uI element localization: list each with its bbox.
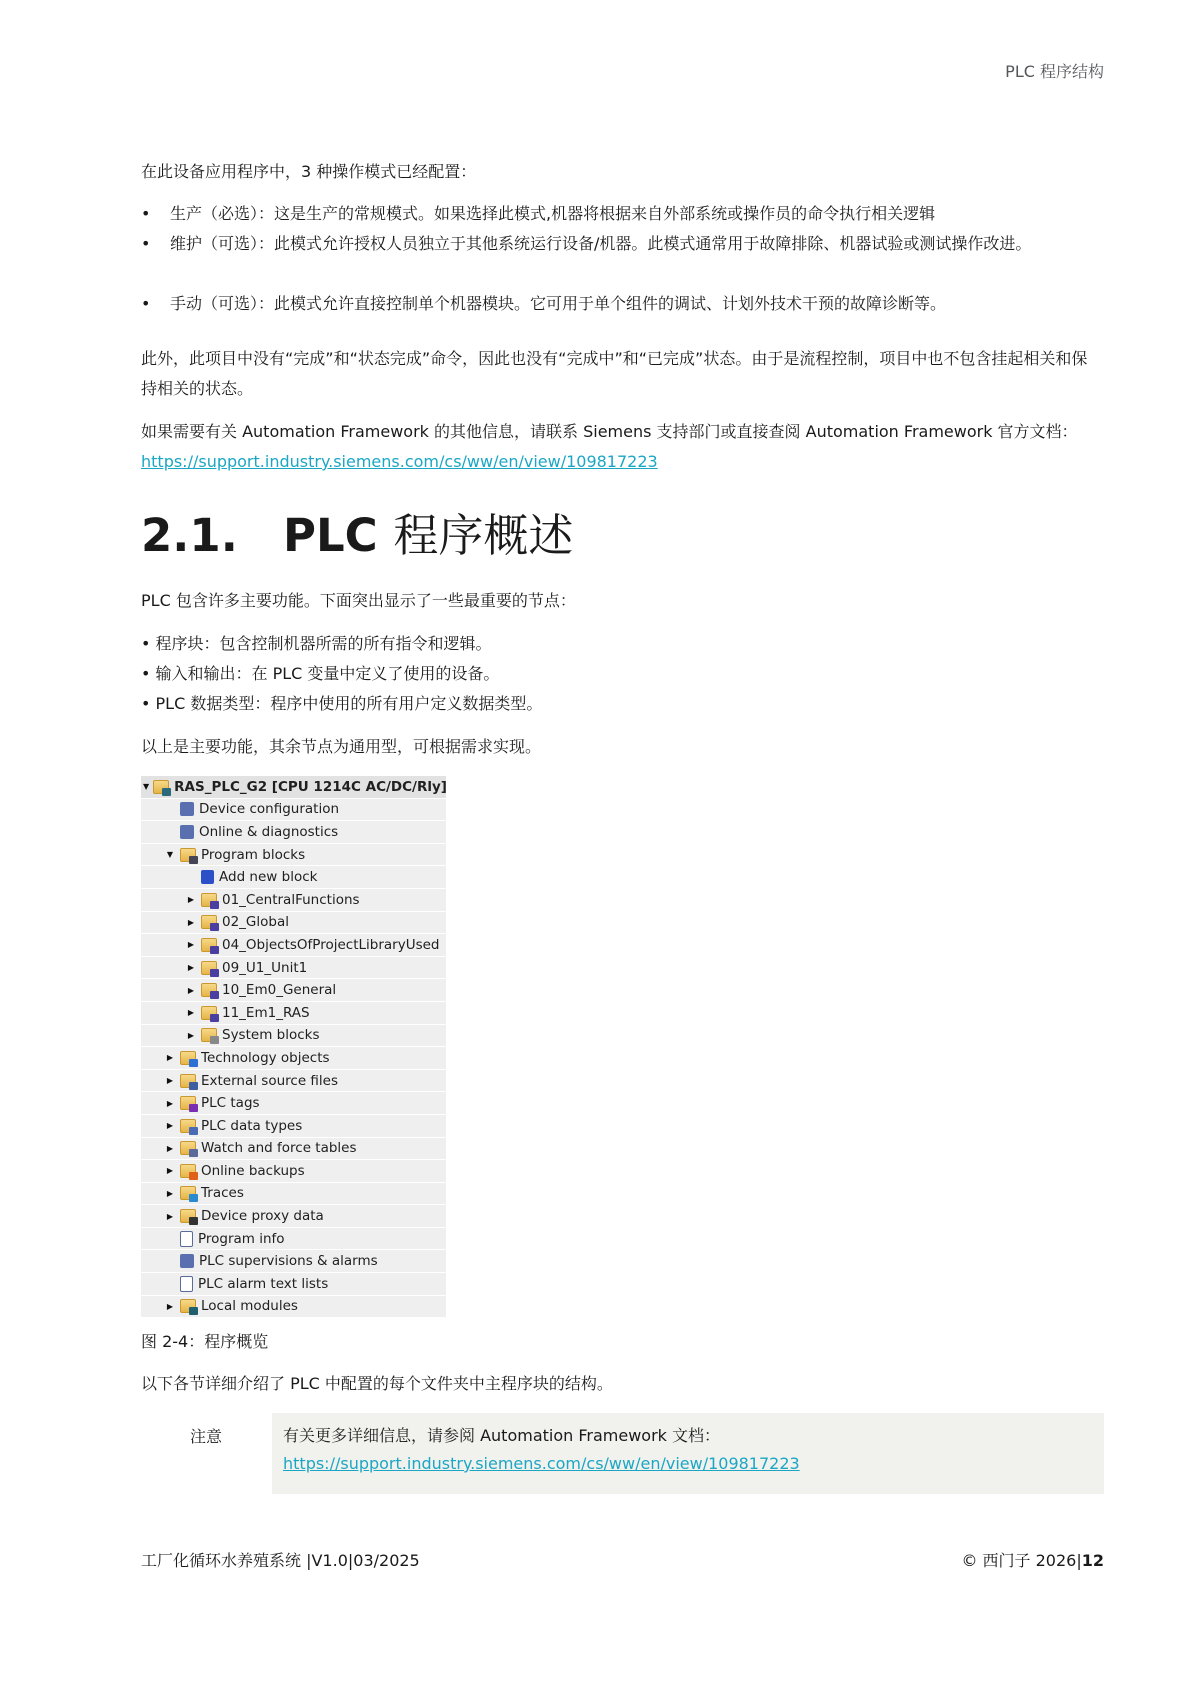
feature-list-item: • 输入和输出：在 PLC 变量中定义了使用的设备。 [141,664,500,683]
tree-item[interactable] [141,934,446,956]
tree-item[interactable] [141,1092,446,1114]
expand-arrow-icon[interactable]: ▼ [166,850,174,860]
tree-item[interactable] [141,1138,446,1160]
collapse-arrow-icon[interactable]: ▶ [187,963,195,973]
tree-item[interactable] [141,957,446,979]
tree-item[interactable] [141,799,446,821]
local-modules-folder-icon [180,1299,196,1313]
tree-item-label: Add new block [219,869,318,886]
collapse-arrow-icon[interactable]: ▶ [166,1166,174,1176]
block-group-folder-icon [201,915,217,929]
tree-item[interactable] [141,776,446,798]
running-header: PLC 程序结构 [1005,62,1104,81]
tree-item-label: PLC data types [201,1117,303,1134]
watch-tables-folder-icon [180,1141,196,1155]
mode-list-item: • 维护（可选）：此模式允许授权人员独立于其他系统运行设备/机器。此模式通常用于故障排除、机器试验或测试操作改进。 [141,229,1101,259]
collapse-arrow-icon[interactable]: ▶ [166,1121,174,1131]
technology-objects-folder-icon [180,1051,196,1065]
traces-folder-icon [180,1186,196,1200]
tree-item-label: PLC alarm text lists [198,1275,329,1292]
section-summary: 以上是主要功能，其余节点为通用型，可根据需求实现。 [141,737,542,756]
collapse-arrow-icon[interactable]: ▶ [187,917,195,927]
block-group-folder-icon [201,938,217,952]
feature-list-item: • PLC 数据类型：程序中使用的所有用户定义数据类型。 [141,694,543,713]
figure-caption: 图 2-4：程序概览 [141,1332,269,1351]
tree-item-label: Online & diagnostics [199,823,339,840]
tree-spacer [164,803,176,815]
tree-item-label: PLC tags [201,1095,260,1112]
tree-item-label: Traces [201,1185,244,1202]
note-label: 注意 [190,1427,223,1446]
tree-spacer [164,1255,176,1267]
tree-item[interactable] [141,889,446,911]
bullet-icon: • [141,234,151,253]
support-link[interactable]: https://support.industry.siemens.com/cs/ww/en/view/109817223 [141,452,658,471]
tree-item-label: Device proxy data [201,1208,324,1225]
tree-item[interactable] [141,1070,446,1092]
tree-item[interactable] [141,912,446,934]
tree-item-label: Program info [198,1230,285,1247]
tree-spacer [164,1233,176,1245]
tree-item-label: Local modules [201,1298,298,1315]
bullet-icon: • [141,204,151,223]
block-group-folder-icon [201,1006,217,1020]
tree-item-label: RAS_PLC_G2 [CPU 1214C AC/DC/Rly] [174,778,447,795]
program-info-icon [180,1231,193,1247]
tree-item[interactable] [141,1183,446,1205]
feature-list-item: • 程序块：包含控制机器所需的所有指令和逻辑。 [141,634,492,653]
note-support-link[interactable]: https://support.industry.siemens.com/cs/ww/en/view/109817223 [283,1454,800,1473]
collapse-arrow-icon[interactable]: ▶ [166,1076,174,1086]
tree-item-label: Program blocks [201,846,306,863]
device-configuration-icon [180,802,194,816]
tree-item[interactable] [141,1228,446,1250]
online-backups-folder-icon [180,1164,196,1178]
collapse-arrow-icon[interactable]: ▶ [166,1143,174,1153]
footer-copyright: © 西门子 2026|12 [961,1551,1104,1570]
tree-item-label: 02_Global [222,914,289,931]
page-number: 12 [1081,1551,1104,1570]
supervisions-alarms-icon [180,1254,194,1268]
tree-spacer [164,1278,176,1290]
tree-item-label: System blocks [222,1027,320,1044]
tree-item[interactable] [141,1296,446,1318]
mode-list-item: • 生产（必选）：这是生产的常规模式。如果选择此模式,机器将根据来自外部系统或操作员的命令执行相关逻辑 [141,199,1101,229]
after-figure-text: 以下各节详细介绍了 PLC 中配置的每个文件夹中主程序块的结构。 [141,1374,613,1393]
intro-lead: 在此设备应用程序中，3 种操作模式已经配置： [141,162,477,181]
tree-item[interactable] [141,1273,446,1295]
mode-list-item: • 手动（可选）：此模式允许直接控制单个机器模块。它可用于单个组件的调试、计划外技术干预的故障诊断等。 [141,289,1101,319]
footer-doc-info: 工厂化循环水养殖系统 |V1.0|03/2025 [141,1551,420,1570]
section-title-cn: 程序概述 [393,509,574,562]
tree-item[interactable] [141,1115,446,1137]
tree-item[interactable] [141,1047,446,1069]
tree-item-label: Technology objects [201,1049,330,1066]
device-proxy-folder-icon [180,1209,196,1223]
collapse-arrow-icon[interactable]: ▶ [166,1211,174,1221]
collapse-arrow-icon[interactable]: ▶ [187,1008,195,1018]
tree-item[interactable] [141,844,446,866]
tree-item[interactable] [141,979,446,1001]
tree-item-label: External source files [201,1072,339,1089]
tree-item-label: 10_Em0_General [222,982,337,999]
block-group-folder-icon [201,983,217,997]
external-source-folder-icon [180,1074,196,1088]
tree-spacer [185,871,197,883]
section-heading [141,510,573,562]
section-lead: PLC 包含许多主要功能。下面突出显示了一些最重要的节点： [141,591,576,610]
alarm-text-lists-icon [180,1276,193,1292]
collapse-arrow-icon[interactable]: ▶ [166,1098,174,1108]
tree-item-label: Watch and force tables [201,1140,357,1157]
tree-item[interactable] [141,1002,446,1024]
online-diagnostics-icon [180,825,194,839]
plc-tags-folder-icon [180,1096,196,1110]
collapse-arrow-icon[interactable]: ▶ [187,895,195,905]
tree-item-label: Device configuration [199,801,340,818]
tree-item[interactable] [141,1160,446,1182]
tree-item-label: 04_ObjectsOfProjectLibraryUsed [222,936,440,953]
tree-item[interactable] [141,866,446,888]
tree-item-label: 09_U1_Unit1 [222,959,308,976]
status-paragraph: 此外，此项目中没有“完成”和“状态完成”命令，因此也没有“完成中”和“已完成”状态。由于是流程控制，项目中也不包含挂起相关和保持相关的状态。 [141,349,1088,398]
collapse-arrow-icon[interactable]: ▶ [166,1053,174,1063]
tree-item-label: Online backups [201,1162,305,1179]
section-number: 2.1. [141,509,238,562]
tree-spacer [164,826,176,838]
tree-item-label: PLC supervisions & alarms [199,1253,378,1270]
tree-item-label: 11_Em1_RAS [222,1004,310,1021]
plc-data-types-folder-icon [180,1119,196,1133]
expand-arrow-icon[interactable]: ▼ [143,782,150,792]
collapse-arrow-icon[interactable]: ▶ [187,1030,195,1040]
block-group-folder-icon [201,893,217,907]
system-blocks-folder-icon [201,1028,217,1042]
tree-item-label: 01_CentralFunctions [222,891,360,908]
project-tree [141,776,446,1318]
info-paragraph: 如果需要有关 Automation Framework 的其他信息，请联系 Siemens 支持部门或直接查阅 Automation Framework 官方文档：https://support.industry.siemens.com/cs/ww/en/view/109817223 [141,422,1078,471]
tree-item[interactable] [141,1205,446,1227]
collapse-arrow-icon[interactable]: ▶ [187,985,195,995]
note-text: 有关更多详细信息，请参阅 Automation Framework 文档： https://support.industry.siemens.com/cs/ww/en/view/109817223 [283,1426,800,1473]
bullet-icon: • [141,294,151,313]
add-block-icon [201,870,214,884]
collapse-arrow-icon[interactable]: ▶ [166,1188,174,1198]
block-group-folder-icon [201,961,217,975]
tree-item[interactable] [141,1250,446,1272]
tree-item[interactable] [141,1025,446,1047]
plc-folder-icon [153,780,169,794]
section-title-latin: PLC [283,509,378,562]
collapse-arrow-icon[interactable]: ▶ [187,940,195,950]
collapse-arrow-icon[interactable]: ▶ [166,1301,174,1311]
program-blocks-folder-icon [180,848,196,862]
tree-item[interactable] [141,821,446,843]
